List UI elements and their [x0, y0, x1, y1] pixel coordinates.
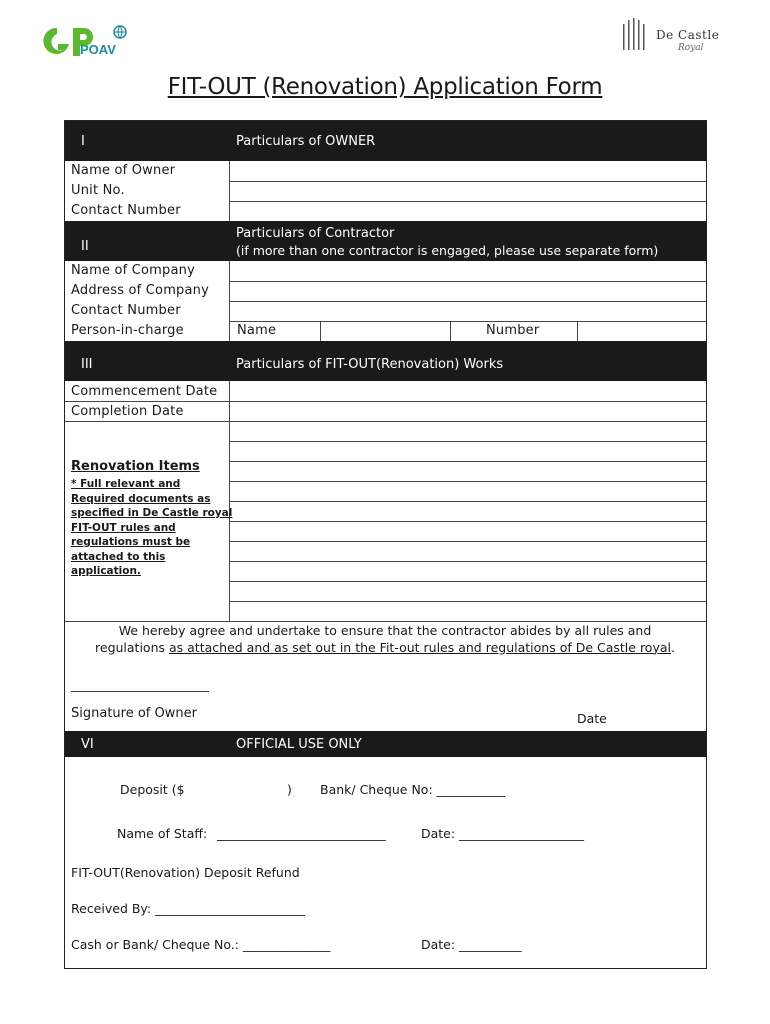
castle-pillars-icon	[620, 18, 650, 54]
section-1-number: I	[81, 134, 85, 149]
official-header	[65, 731, 706, 757]
declaration-line-1: We hereby agree and undertake to ensure that the contractor abides by all rules and	[118, 623, 652, 638]
contractor-contact-label: Contact Number	[71, 303, 181, 318]
declaration-line-2-end: .	[670, 639, 675, 655]
received-by-field[interactable]: Received By: ________________________	[71, 901, 306, 916]
bank-cheque-field[interactable]: Bank/ Cheque No: ___________	[320, 782, 506, 797]
form-title: FIT-OUT (Renovation) Application Form	[167, 74, 603, 100]
company-name-label: Name of Company	[71, 263, 195, 278]
section-3-heading: Particulars of FIT-OUT(Renovation) Works	[236, 357, 504, 372]
gp-poav-logo	[40, 24, 132, 60]
company-address-field[interactable]	[230, 282, 706, 301]
logo-brand-text: De Castle	[656, 28, 720, 42]
signature-label: Signature of Owner	[71, 706, 197, 721]
application-form	[64, 120, 707, 969]
section-3-header	[65, 341, 706, 381]
section-2-header	[65, 221, 706, 261]
staff-name-field[interactable]: ___________________________	[217, 826, 386, 841]
completion-date-label: Completion Date	[71, 404, 184, 419]
section-2-heading: Particulars of Contractor	[236, 226, 395, 241]
refund-date-field[interactable]: Date: __________	[421, 937, 522, 952]
company-name-field[interactable]	[230, 262, 706, 281]
section-1-heading: Particulars of OWNER	[236, 134, 376, 149]
person-name-field[interactable]	[321, 322, 449, 341]
person-number-field[interactable]	[578, 322, 706, 341]
official-number: VI	[81, 737, 94, 752]
owner-name-field[interactable]	[230, 162, 706, 181]
contractor-contact-field[interactable]	[230, 302, 706, 321]
refund-label: FIT-OUT(Renovation) Deposit Refund	[71, 865, 300, 880]
logo-sub-text: Royal	[678, 43, 704, 53]
renovation-items-field[interactable]	[230, 422, 706, 621]
declaration-line-2-underlined: as attached and as set out in the Fit-out rules and regulations of De Castle royal	[169, 639, 671, 655]
staff-date-field[interactable]: Date: ____________________	[421, 826, 585, 841]
completion-date-field[interactable]	[230, 402, 706, 421]
deposit-label: Deposit ($	[120, 782, 185, 797]
section-1-header	[65, 121, 706, 161]
deposit-close: )	[287, 782, 292, 797]
unit-no-label: Unit No.	[71, 183, 125, 198]
date-label: Date	[577, 711, 607, 726]
person-number-label: Number	[486, 323, 540, 338]
staff-name-label: Name of Staff:	[117, 826, 208, 841]
cash-bank-field[interactable]: Cash or Bank/ Cheque No.: ______________	[71, 937, 331, 952]
svg-text:POAV: POAV	[80, 42, 116, 57]
person-name-label: Name	[237, 323, 277, 338]
owner-name-label: Name of Owner	[71, 163, 176, 178]
section-2-number: II	[81, 239, 89, 254]
company-address-label: Address of Company	[71, 283, 210, 298]
signature-line[interactable]	[71, 691, 209, 692]
person-in-charge-label: Person-in-charge	[71, 323, 184, 338]
section-3-number: III	[81, 357, 93, 372]
declaration-line-2-start: regulations	[95, 639, 169, 655]
section-2-subheading: (if more than one contractor is engaged, please use separate form)	[236, 243, 659, 258]
official-heading: OFFICIAL USE ONLY	[236, 737, 362, 752]
declaration-text	[95, 623, 675, 656]
de-castle-logo	[620, 18, 740, 56]
unit-no-field[interactable]	[230, 182, 706, 201]
owner-contact-label: Contact Number	[71, 203, 181, 218]
commencement-date-label: Commencement Date	[71, 384, 218, 399]
renovation-note: * Full relevant and Required documents as specified in De Castle royal FIT-OUT rules and regulations must be attached to this application.	[71, 478, 233, 577]
owner-contact-field[interactable]	[230, 202, 706, 221]
renovation-items-label: Renovation Items	[71, 459, 200, 474]
commencement-date-field[interactable]	[230, 382, 706, 401]
